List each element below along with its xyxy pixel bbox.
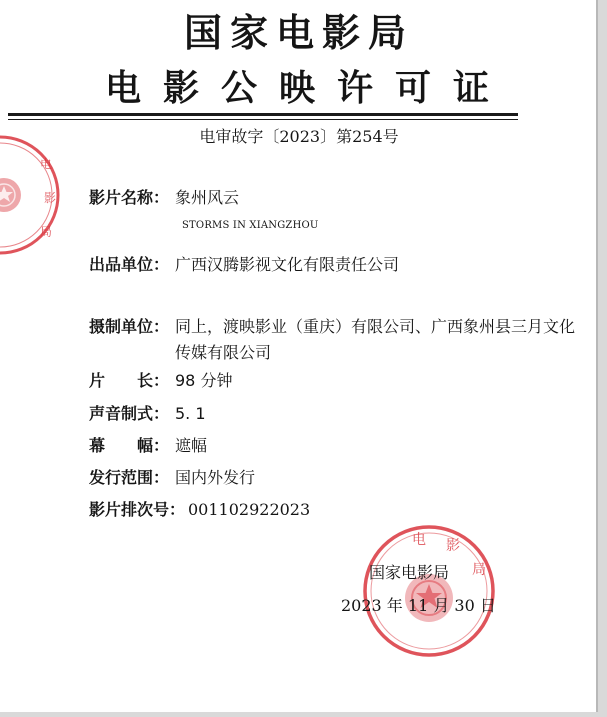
producer-label: 出品单位： <box>89 255 170 274</box>
sound-format-value: 5. 1 <box>175 404 206 423</box>
certificate-title-char: 电 <box>104 68 141 109</box>
sound-format-label: 声音制式： <box>89 404 170 423</box>
seal-char-1: 电 <box>412 532 426 548</box>
certificate-title <box>103 66 503 112</box>
issue-date: 2023 年 11 月 30 日 <box>341 596 496 615</box>
left-seal-char-2: 影 <box>44 191 57 205</box>
left-seal-char-3: 局 <box>40 225 53 239</box>
screen-format-value: 遮幅 <box>175 436 208 455</box>
certificate-title-char: 可 <box>394 68 431 109</box>
authority-title: 国家电影局 <box>183 11 414 55</box>
distribution-value: 国内外发行 <box>175 468 256 487</box>
issuing-organization: 国家电影局 <box>369 563 450 582</box>
production-units-label: 摄制单位： <box>89 317 170 336</box>
official-seal <box>360 522 498 660</box>
screen-format-label: 幕 幅： <box>89 436 170 455</box>
serial-number-label: 影片排次号： <box>89 500 186 519</box>
serial-number-value: 001102922023 <box>188 500 311 519</box>
page-edge-bottom <box>0 712 607 717</box>
certificate-title-char: 影 <box>162 68 199 109</box>
header-rule-thin <box>8 119 518 120</box>
length-label: 片 长： <box>89 371 170 390</box>
film-title-value: 象州风云 <box>175 188 240 207</box>
header-rule-thick <box>8 113 518 116</box>
certificate-title-char: 许 <box>336 68 373 109</box>
production-units-value: 同上，渡映影业（重庆）有限公司、广西象州县三月文化传媒有限公司 <box>175 317 576 362</box>
seal-char-3: 局 <box>472 562 486 578</box>
producer-value: 广西汉腾影视文化有限责任公司 <box>175 255 400 274</box>
film-title-english: STORMS IN XIANGZHOU <box>182 220 319 231</box>
document-number: 电审故字〔2023〕第254号 <box>199 127 399 146</box>
left-seal-char-1: 电 <box>40 157 53 171</box>
film-title-label: 影片名称： <box>89 188 170 207</box>
length-value: 98 分钟 <box>175 371 233 390</box>
left-seal-emblem <box>0 178 21 212</box>
certificate-title-char: 映 <box>278 68 315 109</box>
certificate-title-char: 公 <box>220 68 257 109</box>
seal-char-2: 影 <box>446 538 460 554</box>
distribution-label: 发行范围： <box>89 468 170 487</box>
certificate-title-char: 证 <box>452 68 489 109</box>
page-edge-right <box>598 0 607 717</box>
